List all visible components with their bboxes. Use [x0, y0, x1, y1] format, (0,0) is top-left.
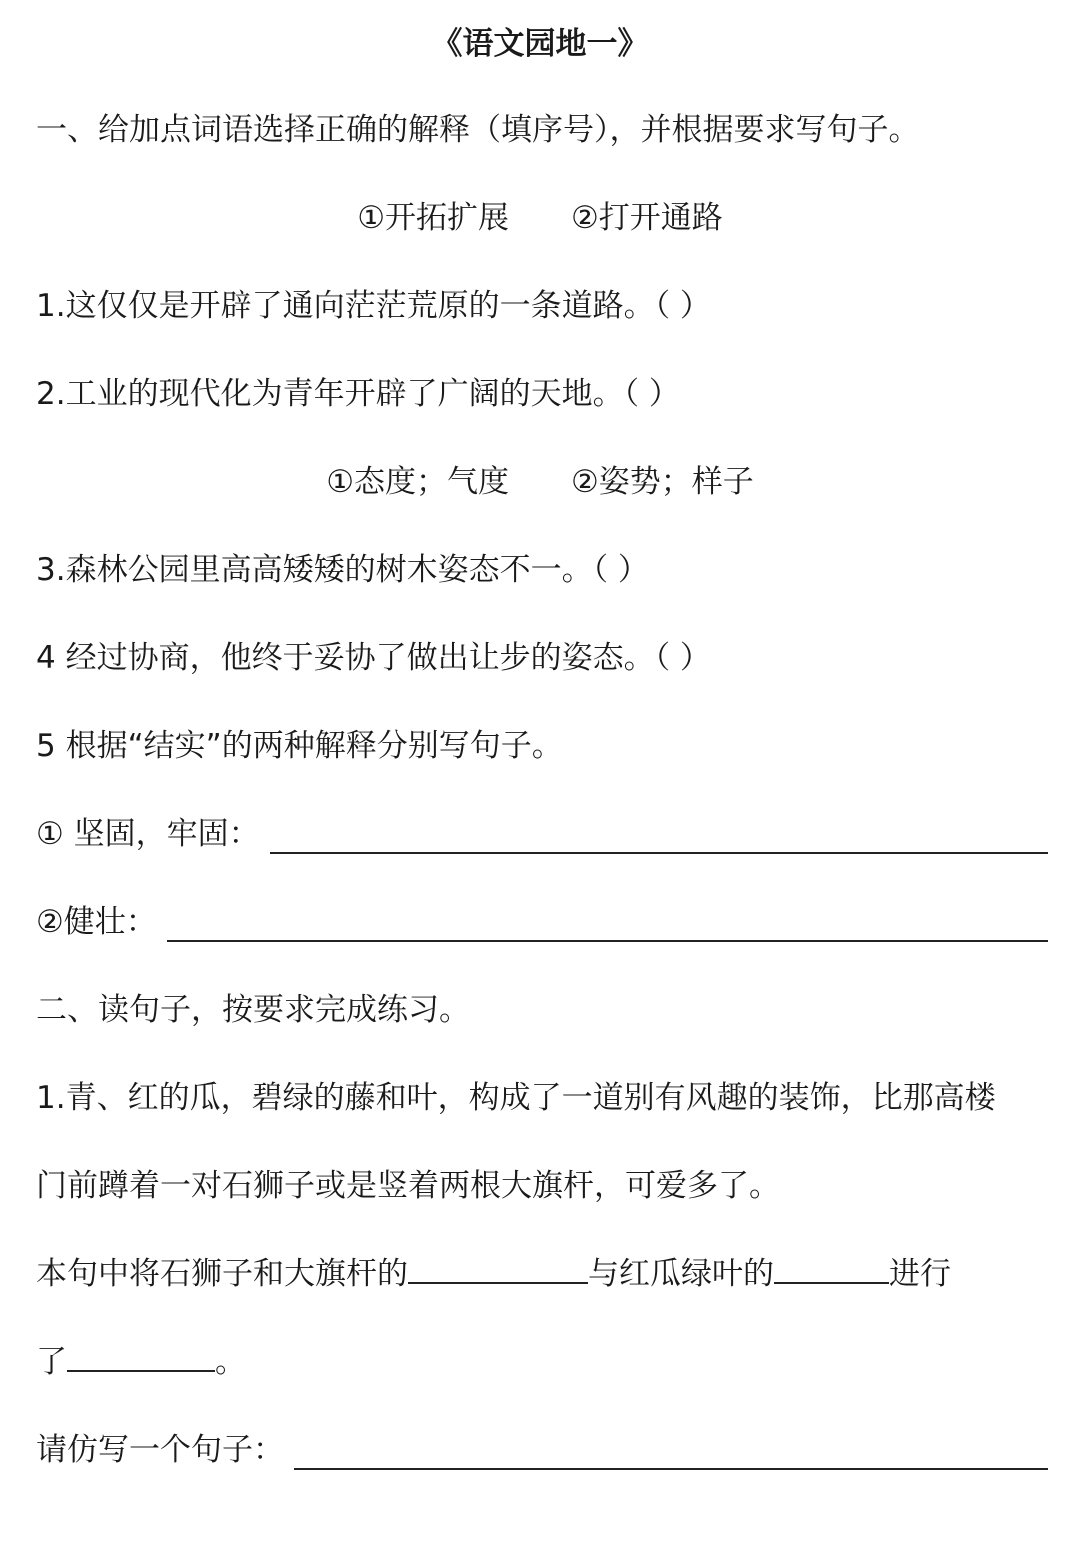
q5-a-label: ① 坚固，牢固： [36, 816, 260, 852]
option-b1: ①态度；气度 [326, 464, 509, 500]
q5-answer-a [36, 814, 1048, 854]
answer-blank-a[interactable] [270, 824, 1048, 854]
page-title: 《语文园地一》 [431, 26, 649, 62]
options-group-b [0, 462, 1080, 502]
fill-text-1: 本句中将石狮子和大旗杆的 [36, 1256, 408, 1292]
section1-heading: 一、给加点词语选择正确的解释（填序号），并根据要求写句子。 [36, 112, 920, 148]
q5-b-label: ②健壮： [36, 904, 157, 940]
imitate-blank[interactable] [294, 1440, 1048, 1470]
option-a1: ①开拓扩展 [357, 200, 509, 236]
imitate-row [36, 1430, 1048, 1470]
question-3: 3.森林公园里高高矮矮的树木姿态不一。（ ） [36, 552, 649, 588]
sentence-line-1: 1.青、红的瓜，碧绿的藤和叶，构成了一道别有风趣的装饰，比那高楼 [36, 1080, 996, 1116]
answer-blank-b[interactable] [167, 912, 1048, 942]
fill-text-3: 进行 [889, 1256, 951, 1292]
option-a2: ②打开通路 [571, 200, 723, 236]
fill-text-2: 与红瓜绿叶的 [588, 1256, 774, 1292]
q5-answer-b [36, 902, 1048, 942]
question-1: 1.这仅仅是开辟了通向茫茫荒原的一条道路。（ ） [36, 288, 711, 324]
fill-blank-1[interactable] [408, 1254, 588, 1284]
options-group-a [0, 198, 1080, 238]
fill-text-4: 了 [36, 1344, 67, 1380]
option-b2: ②姿势；样子 [571, 464, 754, 500]
fill-blank-3[interactable] [67, 1342, 215, 1372]
fill-in-line-2 [36, 1342, 1048, 1382]
fill-blank-2[interactable] [774, 1254, 889, 1284]
fill-end: 。 [215, 1344, 246, 1380]
question-4: 4 经过协商，他终于妥协了做出让步的姿态。（ ） [36, 640, 711, 676]
fill-in-line [36, 1254, 1048, 1294]
sentence-line-2: 门前蹲着一对石狮子或是竖着两根大旗杆，可爱多了。 [36, 1168, 780, 1204]
imitate-label: 请仿写一个句子： [36, 1432, 284, 1468]
section2-heading: 二、读句子，按要求完成练习。 [36, 992, 470, 1028]
question-2: 2.工业的现代化为青年开辟了广阔的天地。（ ） [36, 376, 680, 412]
question-5: 5 根据“结实”的两种解释分别写句子。 [36, 728, 563, 764]
